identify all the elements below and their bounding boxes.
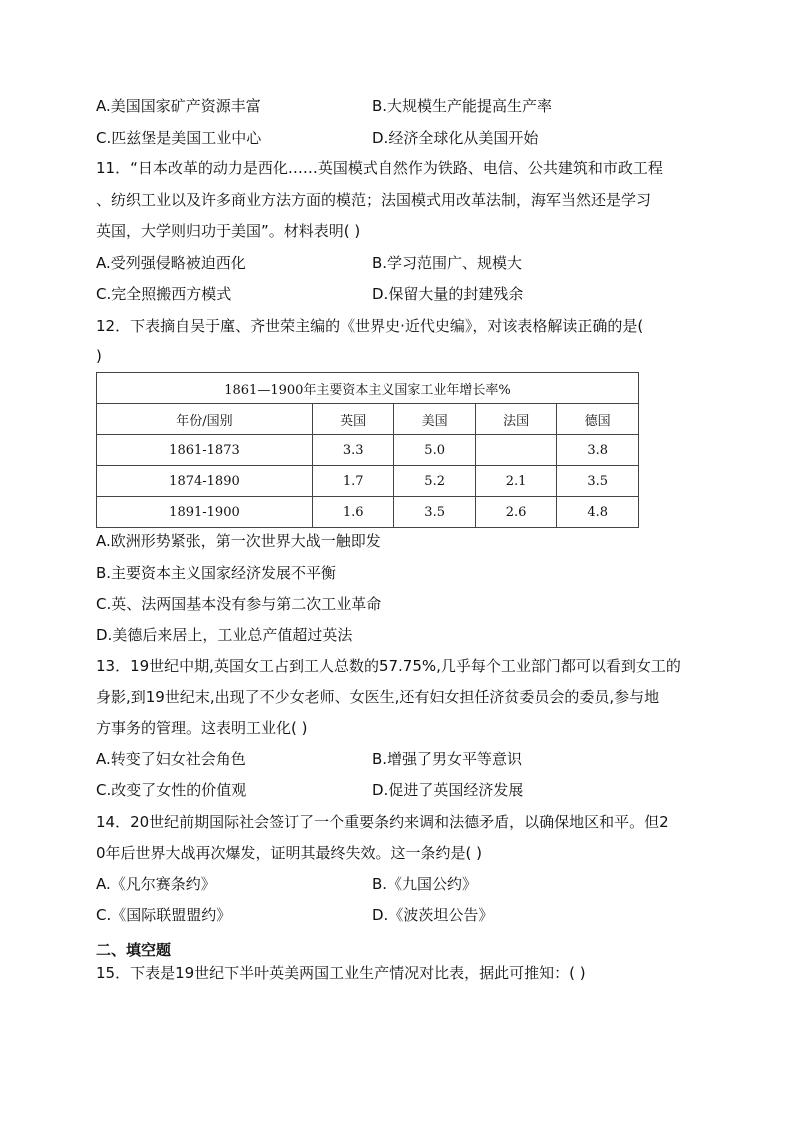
table-header-cell: 英国 xyxy=(312,404,393,435)
q14-option-c: C.《国际联盟盟约》 xyxy=(96,906,232,924)
q11-option-a: A.受列强侵略被迫西化 xyxy=(96,254,246,272)
q13-stem-line3: 方事务的管理。这表明工业化( ) xyxy=(96,719,308,737)
q11-stem-line3: 英国，大学则归功于美国”。材料表明( ) xyxy=(96,222,361,240)
table-cell xyxy=(475,435,556,466)
q11-option-d: D.保留大量的封建残余 xyxy=(372,285,524,303)
q10-option-a: A.美国国家矿产资源丰富 xyxy=(96,97,261,115)
table-cell: 3.5 xyxy=(394,497,475,528)
table-row xyxy=(97,497,639,528)
table-row xyxy=(97,435,639,466)
table-cell: 5.2 xyxy=(394,466,475,497)
q12-option-a: A.欧洲形势紧张，第一次世界大战一触即发 xyxy=(96,532,381,550)
q12-stem-line2: ) xyxy=(96,347,102,365)
q13-stem-line1: 13．19世纪中期,英国女工占到工人总数的57.75%,几乎每个工业部门都可以看到女工的 xyxy=(96,657,681,675)
table-title: 1861—1900年主要资本主义国家工业年增长率% xyxy=(97,373,639,404)
q12-stem-line1: 12．下表摘自吴于廑、齐世荣主编的《世界史·近代史编》，对该表格解读正确的是( xyxy=(96,317,644,335)
table-cell: 3.3 xyxy=(312,435,393,466)
table-cell: 1874-1890 xyxy=(97,466,313,497)
q14-option-d: D.《波茨坦公告》 xyxy=(372,906,494,924)
table-header-cell: 美国 xyxy=(394,404,475,435)
q13-option-c: C.改变了女性的价值观 xyxy=(96,781,247,799)
q11-option-b: B.学习范围广、规模大 xyxy=(372,254,523,272)
table-cell: 4.8 xyxy=(557,497,639,528)
q12-option-b: B.主要资本主义国家经济发展不平衡 xyxy=(96,564,337,582)
q11-option-c: C.完全照搬西方模式 xyxy=(96,285,232,303)
q13-option-a: A.转变了妇女社会角色 xyxy=(96,750,246,768)
table-cell: 1891-1900 xyxy=(97,497,313,528)
table-header-cell: 德国 xyxy=(557,404,639,435)
table-header-cell: 年份/国别 xyxy=(97,404,313,435)
q12-option-c: C.英、法两国基本没有参与第二次工业革命 xyxy=(96,595,382,613)
q14-option-b: B.《九国公约》 xyxy=(372,875,478,893)
q14-stem-line1: 14．20世纪前期国际社会签订了一个重要条约来调和法德矛盾，以确保地区和平。但2 xyxy=(96,813,669,831)
table-cell: 1.7 xyxy=(312,466,393,497)
table-header-row xyxy=(97,404,639,435)
q13-option-b: B.增强了男女平等意识 xyxy=(372,750,523,768)
q10-option-d: D.经济全球化从美国开始 xyxy=(372,129,539,147)
q14-option-a: A.《凡尔赛条约》 xyxy=(96,875,216,893)
q13-stem-line2: 身影,到19世纪末,出现了不少女老师、女医生,还有妇女担任济贫委员会的委员,参与地 xyxy=(96,688,660,706)
q13-option-d: D.促进了英国经济发展 xyxy=(372,781,524,799)
q15-stem: 15．下表是19世纪下半叶英美两国工业生产情况对比表，据此可推知：( ) xyxy=(96,964,586,982)
table-cell: 1861-1873 xyxy=(97,435,313,466)
table-cell: 2.1 xyxy=(475,466,556,497)
table-cell: 5.0 xyxy=(394,435,475,466)
q10-option-b: B.大规模生产能提高生产率 xyxy=(372,97,553,115)
table-cell: 3.8 xyxy=(557,435,639,466)
table-header-cell: 法国 xyxy=(475,404,556,435)
q11-stem-line1: 11．“日本改革的动力是西化……英国模式自然作为铁路、电信、公共建筑和市政工程 xyxy=(96,159,663,177)
q10-option-c: C.匹兹堡是美国工业中心 xyxy=(96,129,262,147)
q14-stem-line2: 0年后世界大战再次爆发，证明其最终失效。这一条约是( ) xyxy=(96,844,483,862)
table-cell: 2.6 xyxy=(475,497,556,528)
table-cell: 3.5 xyxy=(557,466,639,497)
table-cell: 1.6 xyxy=(312,497,393,528)
section-heading: 二、填空题 xyxy=(96,941,172,959)
q12-option-d: D.美德后来居上，工业总产值超过英法 xyxy=(96,626,353,644)
table-row xyxy=(97,466,639,497)
growth-rate-table xyxy=(96,372,639,528)
q11-stem-line2: 、纺织工业以及许多商业方法方面的模范；法国模式用改革法制，海军当然还是学习 xyxy=(96,191,652,209)
